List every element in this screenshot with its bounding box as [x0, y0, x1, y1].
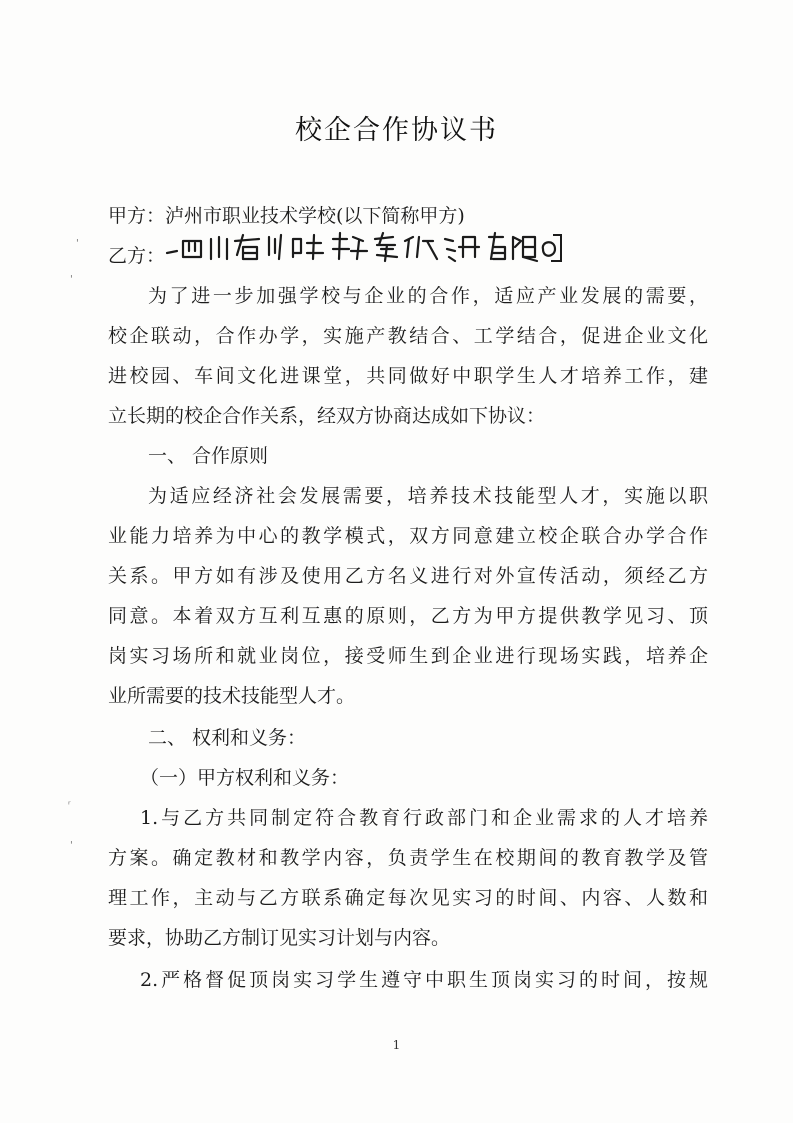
page-number: 1 — [392, 1038, 401, 1052]
scan-speck: ʳ — [68, 800, 71, 811]
principles-paragraph-line: 同意。本着双方互利互惠的原则，乙方为甲方提供教学见习、顶 — [108, 605, 708, 627]
party-a-line — [108, 204, 708, 228]
party-a-label: 甲方： — [108, 205, 166, 227]
intro-paragraph-line: 进校园、车间文化进课堂，共同做好中职学生人才培养工作，建 — [108, 365, 708, 387]
scan-speck: ꞌ — [70, 840, 73, 851]
subsection-heading-party-a: （一）甲方权利和义务： — [140, 767, 350, 789]
clause-1-line: 方案。确定教材和教学内容，负责学生在校期间的教育教学及管 — [108, 847, 708, 869]
clause-2-line: 2.严格督促顶岗实习学生遵守中职生顶岗实习的时间，按规 — [140, 969, 708, 991]
principles-paragraph-line: 岗实习场所和就业岗位，接受师生到企业进行现场实践，培养企 — [108, 645, 708, 667]
document-title: 校企合作协议书 — [295, 115, 498, 146]
party-a-name: 泸州市职业技术学校(以下简称甲方) — [165, 205, 465, 227]
principles-paragraph-line: 关系。甲方如有涉及使用乙方名义进行对外宣传活动，须经乙方 — [108, 565, 708, 587]
intro-paragraph-line: 立长期的校企合作关系，经双方协商达成如下协议： — [108, 405, 546, 427]
principles-paragraph-line: 为适应经济社会发展需要，培养技术技能型人才，实施以职 — [148, 485, 708, 507]
principles-paragraph-line: 业能力培养为中心的教学模式，双方同意建立校企联合办学合作 — [108, 525, 708, 547]
intro-paragraph-line: 校企联动，合作办学，实施产教结合、工学结合，促进企业文化 — [108, 325, 708, 347]
clause-1-line: 要求，协助乙方制订见实习计划与内容。 — [108, 927, 451, 949]
section-heading-cooperation-principles: 一、 合作原则 — [148, 445, 269, 467]
scan-speck: ' — [76, 238, 79, 249]
principles-paragraph-line: 业所需要的技术技能型人才。 — [108, 685, 356, 707]
party-b-handwritten-signature — [163, 227, 563, 267]
section-heading-rights-obligations: 二、 权利和义务： — [148, 727, 307, 749]
party-b-label: 乙方： — [108, 245, 166, 267]
scan-speck: ꞌ — [70, 274, 73, 285]
clause-1-line: 1.与乙方共同制定符合教育行政部门和企业需求的人才培养 — [140, 807, 708, 829]
clause-1-line: 理工作，主动与乙方联系确定每次见实习的时间、内容、人数和 — [108, 887, 708, 909]
intro-paragraph-line: 为了进一步加强学校与企业的合作，适应产业发展的需要， — [148, 285, 708, 307]
